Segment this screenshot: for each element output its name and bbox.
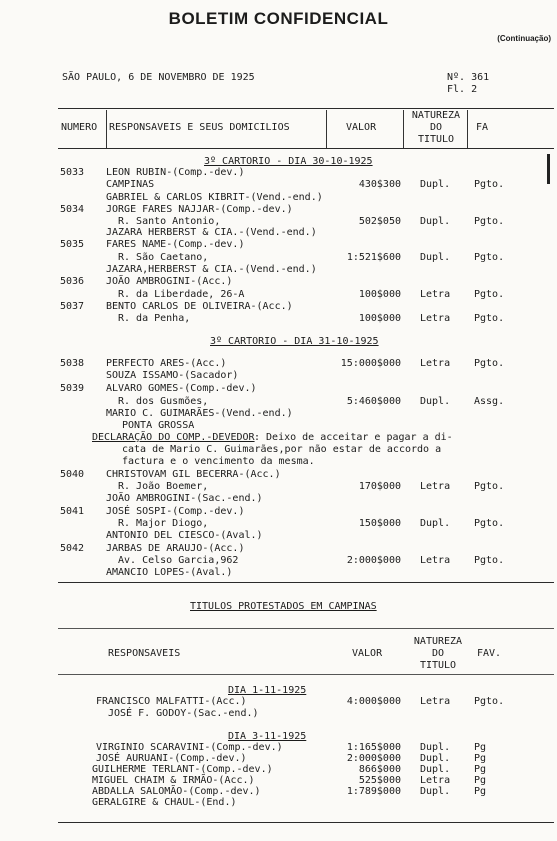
col-divider	[106, 110, 107, 148]
col-header-natureza: NATUREZA	[413, 636, 463, 647]
entry-value: 150$000	[358, 518, 401, 529]
col-divider	[326, 110, 327, 148]
entry-debtor: JARBAS DE ARAUJO-(Acc.)	[106, 543, 245, 554]
campinas-entry-fav: Pg	[474, 775, 487, 786]
section-end-rule	[58, 582, 554, 583]
col-header-do: DO	[429, 122, 443, 133]
entry-address: R. Major Diogo,	[118, 518, 209, 529]
entry-drawer: SOUZA ISSAMO-(Sacador)	[106, 370, 239, 381]
entry-value: 1:521$600	[346, 252, 401, 263]
entry-debtor: LEON RUBIN-(Comp.-dev.)	[106, 167, 245, 178]
section-heading: 3º CARTORIO - DIA 30-10-1925	[204, 156, 373, 167]
campinas-entry-nature: Dupl.	[420, 786, 451, 797]
entry-fav: Pgto.	[474, 518, 505, 529]
entry-value: 2:000$000	[346, 555, 401, 566]
col-divider	[467, 110, 468, 148]
entry-debtor: JORGE FARES NAJJAR-(Comp.-dev.)	[106, 204, 293, 215]
campinas-heading: TITULOS PROTESTADOS EM CAMPINAS	[190, 601, 377, 612]
entry-debtor: BENTO CARLOS DE OLIVEIRA-(Acc.)	[106, 301, 293, 312]
col-header-responsaveis: RESPONSAVEIS	[108, 648, 181, 659]
campinas-entry-fav: Pgto.	[474, 696, 505, 707]
sheet-number: Fl. 2	[447, 84, 478, 95]
day-heading: DIA 3-11-1925	[228, 731, 307, 742]
entry-nature: Dupl.	[420, 179, 451, 190]
col-header-fav: FAV.	[477, 648, 502, 659]
declaration-text: factura e o vencimento da mesma.	[122, 456, 315, 467]
campinas-entry-name: FRANCISCO MALFATTI-(Acc.)	[96, 696, 247, 707]
entry-endorser: JAZARA,HERBERST & CIA.-(Vend.-end.)	[106, 264, 317, 275]
campinas-entry-value: 525$000	[358, 775, 401, 786]
bulletin-number: Nº. 361	[447, 72, 490, 83]
col-header-valor: VALOR	[352, 648, 383, 659]
entry-fav: Pgto.	[474, 289, 505, 300]
entry-address: Av. Celso Garcia,962	[118, 555, 239, 566]
entry-guarantor: AMANCIO LOPES-(Aval.)	[106, 567, 233, 578]
entry-fav: Pgto.	[474, 252, 505, 263]
campinas-entry-nature: Dupl.	[420, 742, 451, 753]
campinas-entry-value: 4:000$000	[346, 696, 401, 707]
campinas-entry-fav: Pg	[474, 753, 487, 764]
entry-nature: Dupl.	[420, 518, 451, 529]
entry-fav: Pgto.	[474, 179, 505, 190]
entry-fav: Assg.	[474, 396, 505, 407]
campinas-entry-nature: Dupl.	[420, 753, 451, 764]
entry-guarantor: ANTONIO DEL CIESCO-(Aval.)	[106, 530, 263, 541]
entry-address: R. da Penha,	[118, 313, 191, 324]
col-header-numero: NUMERO	[61, 122, 98, 133]
entry-fav: Pgto.	[474, 481, 505, 492]
declaration-label: DECLARAÇÃO DO COMP.-DEVEDOR	[92, 432, 255, 443]
entry-number: 5041	[60, 506, 85, 517]
entry-number: 5042	[60, 543, 85, 554]
entry-fav: Pgto.	[474, 358, 505, 369]
entry-address: R. São Caetano,	[118, 252, 209, 263]
campinas-entry-name: JOSÉ AURUANI-(Comp.-dev.)	[96, 753, 247, 764]
entry-debtor: ALVARO GOMES-(Comp.-dev.)	[106, 383, 257, 394]
col-header-responsaveis: RESPONSAVEIS E SEUS DOMICILIOS	[109, 122, 290, 133]
entry-number: 5040	[60, 469, 85, 480]
campinas-entry-name: JOSÉ F. GODOY-(Sac.-end.)	[108, 708, 259, 719]
continuation-note: (Continuação)	[497, 34, 551, 43]
entry-number: 5033	[60, 167, 85, 178]
entry-nature: Letra	[420, 555, 451, 566]
campinas-entry-name: MIGUEL CHAIM & IRMÃO-(Acc.)	[92, 775, 255, 786]
entry-fav: Pgto.	[474, 216, 505, 227]
campinas-entry-value: 866$000	[358, 764, 401, 775]
declaration-text: : Deixo de acceitar e pagar a di-	[254, 432, 453, 443]
entry-endorser: MARIO C. GUIMARÃES-(Vend.-end.)	[106, 408, 293, 419]
entry-value: 502$050	[358, 216, 401, 227]
entry-fav: Pgto.	[474, 313, 505, 324]
col-divider	[403, 110, 404, 148]
entry-value: 170$000	[358, 481, 401, 492]
campinas-entry-fav: Pg	[474, 764, 487, 775]
campinas-entry-fav: Pg	[474, 742, 487, 753]
section-heading: 3º CARTORIO - DIA 31-10-1925	[210, 336, 379, 347]
entry-debtor: CHRISTOVAM GIL BECERRA-(Acc.)	[106, 469, 281, 480]
entry-number: 5038	[60, 358, 85, 369]
entry-number: 5039	[60, 383, 85, 394]
col-header-fav: FA	[476, 122, 489, 133]
entry-address: R. João Boemer,	[118, 481, 209, 492]
entry-nature: Letra	[420, 358, 451, 369]
col-header-titulo: TITULO	[417, 134, 455, 145]
entry-nature: Letra	[420, 289, 451, 300]
campinas-header-bottom-rule	[58, 674, 554, 675]
col-header-titulo: TITULO	[419, 660, 457, 671]
table-top-rule	[58, 108, 554, 109]
entry-value: 430$300	[358, 179, 401, 190]
place-date: SÃO PAULO, 6 DE NOVEMBRO DE 1925	[62, 72, 255, 83]
entry-debtor: JOSÉ SOSPI-(Comp.-dev.)	[106, 506, 245, 517]
entry-number: 5034	[60, 204, 85, 215]
entry-debtor: JOÃO AMBROGINI-(Acc.)	[106, 276, 233, 287]
entry-debtor: PERFECTO ARES-(Acc.)	[106, 358, 227, 369]
entry-nature: Dupl.	[420, 252, 451, 263]
table-header-bottom-rule	[58, 148, 554, 149]
document-title: BOLETIM CONFIDENCIAL	[168, 9, 389, 28]
day-heading: DIA 1-11-1925	[228, 685, 307, 696]
page-bottom-rule	[58, 822, 554, 823]
entry-nature: Dupl.	[420, 216, 451, 227]
margin-mark	[547, 154, 550, 184]
entry-address: R. da Liberdade, 26-A	[118, 289, 245, 300]
campinas-entry-nature: Letra	[420, 696, 451, 707]
col-header-natureza: NATUREZA	[411, 110, 461, 121]
campinas-entry-nature: Letra	[420, 775, 451, 786]
col-header-valor: VALOR	[346, 122, 377, 133]
entry-address: R. Santo Antonio,	[118, 216, 221, 227]
campinas-entry-name: GERALGIRE & CHAUL-(End.)	[92, 797, 237, 808]
entry-value: 15:000$000	[340, 358, 401, 369]
campinas-entry-name: GUILHERME TERLANT-(Comp.-dev.)	[92, 764, 273, 775]
entry-nature: Letra	[420, 313, 451, 324]
campinas-entry-name: ABDALLA SALOMÃO-(Comp.-dev.)	[92, 786, 261, 797]
campinas-entry-value: 1:165$000	[346, 742, 401, 753]
entry-value: 5:460$000	[346, 396, 401, 407]
entry-number: 5037	[60, 301, 85, 312]
campinas-entry-nature: Dupl.	[420, 764, 451, 775]
entry-drawer: JOÃO AMBROGINI-(Sac.-end.)	[106, 493, 263, 504]
campinas-entry-value: 2:000$000	[346, 753, 401, 764]
entry-value: 100$000	[358, 313, 401, 324]
entry-fav: Pgto.	[474, 555, 505, 566]
entry-city: PONTA GROSSA	[122, 420, 195, 431]
campinas-entry-fav: Pg	[474, 786, 487, 797]
campinas-header-top-rule	[58, 628, 554, 629]
entry-number: 5035	[60, 239, 85, 250]
entry-address: CAMPINAS	[106, 179, 155, 190]
declaration-text: cata de Mario C. Guimarães,por não estar de accordo a	[122, 444, 442, 455]
entry-debtor: FARES NAME-(Comp.-dev.)	[106, 239, 245, 250]
col-header-do: DO	[431, 648, 445, 659]
entry-endorser: JAZARA HERBERST & CIA.-(Vend.-end.)	[106, 227, 317, 238]
entry-address: R. dos Gusmões,	[118, 396, 209, 407]
entry-value: 100$000	[358, 289, 401, 300]
campinas-entry-value: 1:789$000	[346, 786, 401, 797]
entry-endorser: GABRIEL & CARLOS KIBRIT-(Vend.-end.)	[106, 192, 323, 203]
entry-nature: Dupl.	[420, 396, 451, 407]
entry-number: 5036	[60, 276, 85, 287]
campinas-entry-name: VIRGINIO SCARAVINI-(Comp.-dev.)	[96, 742, 283, 753]
entry-nature: Letra	[420, 481, 451, 492]
